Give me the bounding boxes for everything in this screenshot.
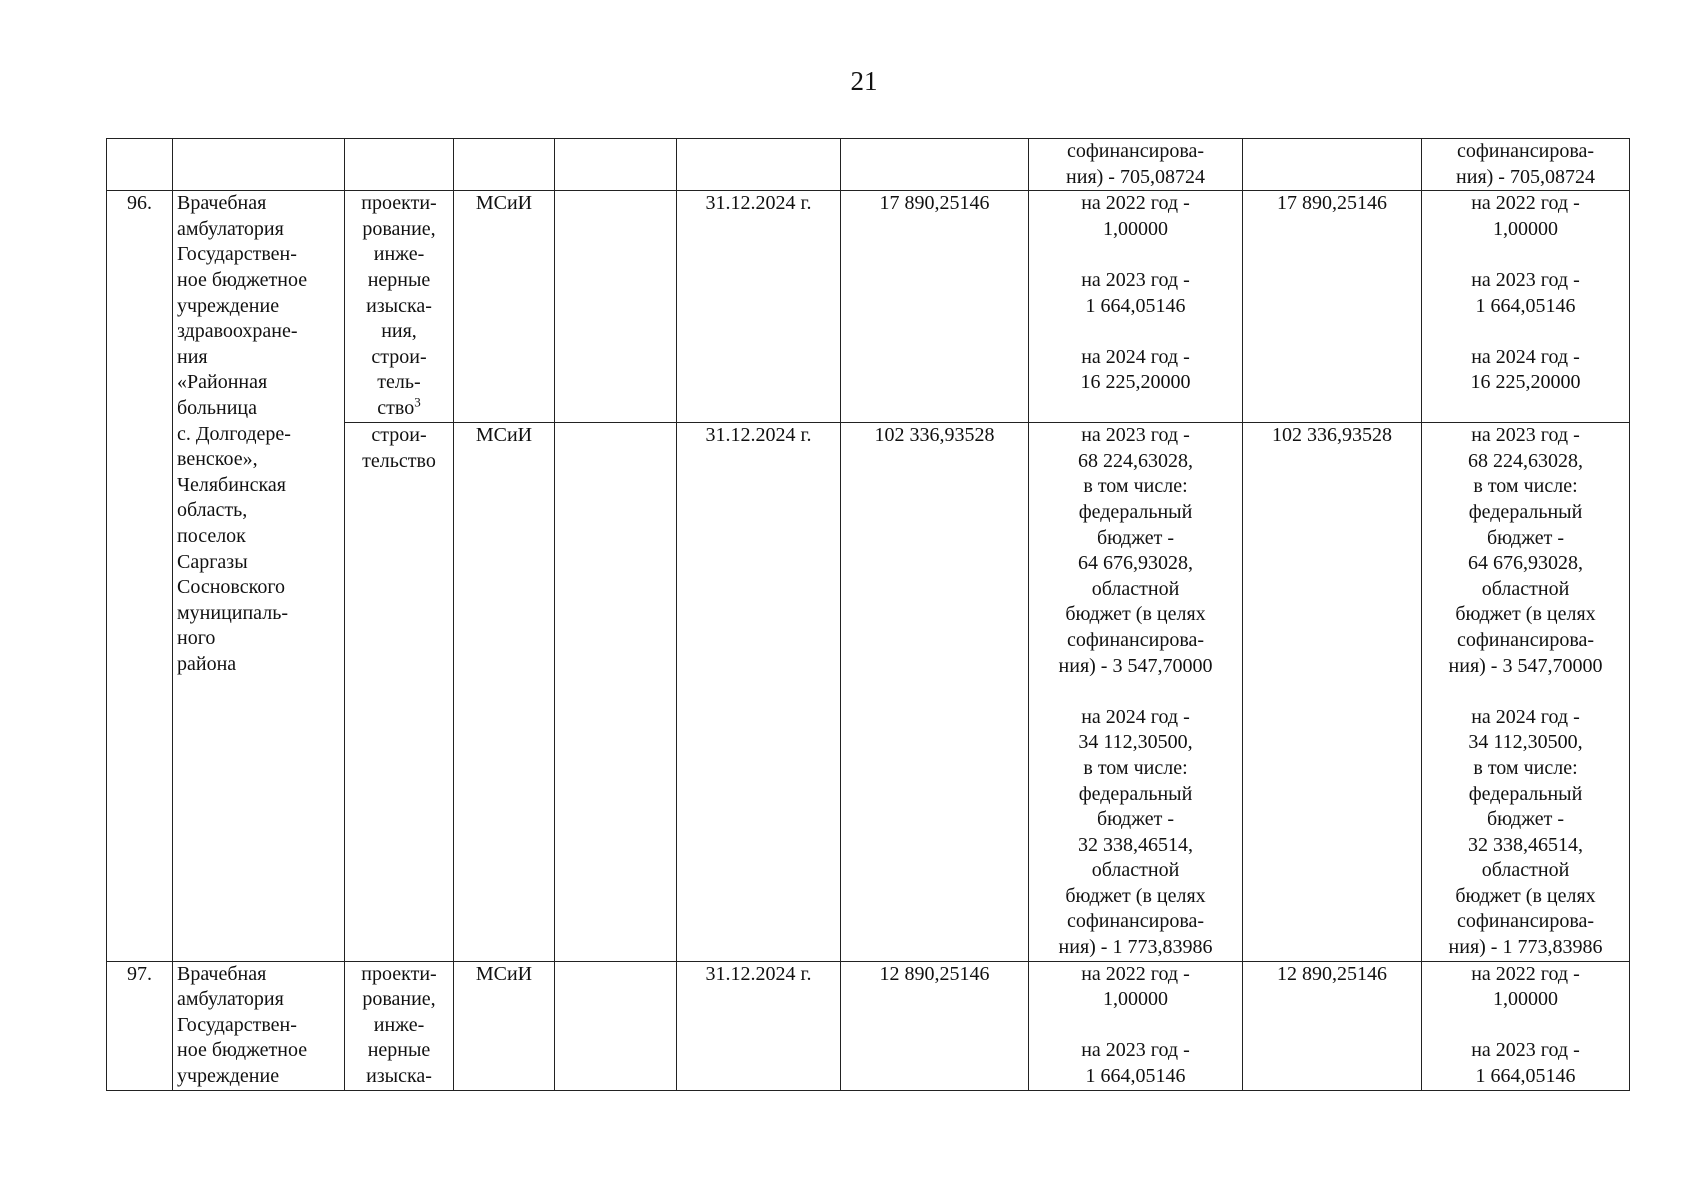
cell-cost	[841, 139, 1029, 191]
table-row-96-design	[107, 191, 1630, 423]
cell-financing-b: софинансирова- ния) - 705,08724	[1422, 139, 1630, 191]
customer: МСиИ	[454, 961, 555, 1090]
estimated-cost-b: 17 890,25146	[1243, 191, 1422, 423]
cell-empty	[555, 423, 677, 961]
estimated-cost-b: 12 890,25146	[1243, 961, 1422, 1090]
table-row-continuation	[107, 139, 1630, 191]
cell-financing-a: софинансирова- ния) - 705,08724	[1029, 139, 1243, 191]
object-name: Врачебная амбулатория Государствен- ное бюджетное учреждение здравоохране- ния «Районная больница с. Долгодере- венское», Челябинская область, поселок Саргазы Сосновского муниципаль- ного района	[173, 191, 345, 961]
table-row-97	[107, 961, 1630, 1090]
cell-cost-b	[1243, 139, 1422, 191]
footnote-mark: 3	[414, 394, 421, 410]
financing-schedule-a: на 2022 год - 1,00000 на 2023 год - 1 664,05146 на 2024 год - 16 225,20000	[1029, 191, 1243, 423]
cell-empty	[555, 139, 677, 191]
customer: МСиИ	[454, 191, 555, 423]
row-number: 97.	[107, 961, 173, 1090]
cell-customer	[454, 139, 555, 191]
financing-schedule-b: на 2022 год - 1,00000 на 2023 год - 1 664,05146 на 2024 год - 16 225,20000	[1422, 191, 1630, 423]
cell-empty	[555, 191, 677, 423]
row-number: 96.	[107, 191, 173, 961]
financing-schedule-b: на 2023 год - 68 224,63028, в том числе: федеральный бюджет - 64 676,93028, областной бюджет (в целях софинансирова- ния) - 3 547,70000 на 2024 год - 34 112,30500, в том числе: федеральный бюджет - 32 338,46514, областной бюджет (в целях софинансирова- ния) - 1 773,83986	[1422, 423, 1630, 961]
financing-schedule-a: на 2022 год - 1,00000 на 2023 год - 1 664,05146	[1029, 961, 1243, 1090]
object-name: Врачебная амбулатория Государствен- ное бюджетное учреждение	[173, 961, 345, 1090]
work-type: строи- тельство	[345, 423, 454, 961]
cell-object	[173, 139, 345, 191]
customer: МСиИ	[454, 423, 555, 961]
financing-schedule-a: на 2023 год - 68 224,63028, в том числе: федеральный бюджет - 64 676,93028, областной бюджет (в целях софинансирова- ния) - 3 547,70000 на 2024 год - 34 112,30500, в том числе: федеральный бюджет - 32 338,46514, областной бюджет (в целях софинансирова- ния) - 1 773,83986	[1029, 423, 1243, 961]
work-type: проекти- рование, инже- нерные изыска-	[345, 961, 454, 1090]
investment-objects-table	[106, 138, 1630, 1091]
page-number: 21	[850, 66, 878, 96]
work-type	[345, 191, 454, 423]
deadline: 31.12.2024 г.	[677, 961, 841, 1090]
cell-number	[107, 139, 173, 191]
estimated-cost: 17 890,25146	[841, 191, 1029, 423]
estimated-cost-b: 102 336,93528	[1243, 423, 1422, 961]
deadline: 31.12.2024 г.	[677, 423, 841, 961]
financing-schedule-b: на 2022 год - 1,00000 на 2023 год - 1 664,05146	[1422, 961, 1630, 1090]
work-type-text: проекти- рование, инже- нерные изыска- ния, строи- тель- ство	[361, 192, 437, 419]
estimated-cost: 102 336,93528	[841, 423, 1029, 961]
cell-empty	[555, 961, 677, 1090]
estimated-cost: 12 890,25146	[841, 961, 1029, 1090]
cell-deadline	[677, 139, 841, 191]
cell-work-type	[345, 139, 454, 191]
deadline: 31.12.2024 г.	[677, 191, 841, 423]
